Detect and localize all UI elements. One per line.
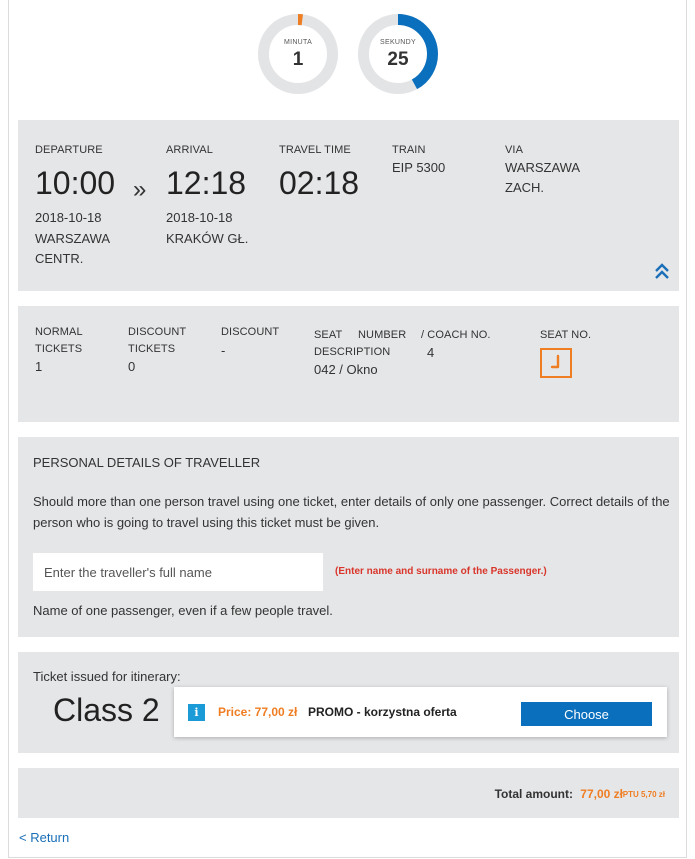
via-line1: WARSZAWA	[505, 160, 581, 175]
ticket-class: Class 2	[53, 692, 160, 728]
arrival-station: KRAKÓW GŁ.	[166, 231, 249, 246]
seconds-value: 25	[387, 49, 409, 70]
discount-tickets-value: 0	[128, 359, 136, 374]
offer-name: PROMO - korzystna oferta	[308, 705, 457, 719]
coach-label: / COACH NO.	[421, 329, 491, 341]
arrival-time: 12:18	[166, 165, 247, 201]
discount-tickets-label-1: DISCOUNT	[128, 326, 187, 338]
itinerary-label: Ticket issued for itinerary:	[33, 669, 181, 684]
coach-value: 4	[427, 345, 435, 360]
return-link[interactable]: < Return	[19, 830, 70, 845]
discount-tickets-label-2: TICKETS	[128, 343, 176, 355]
ptu-amount: PTU 5,70 zł	[622, 790, 665, 799]
train-label: TRAIN	[392, 144, 426, 156]
train-value: EIP 5300	[392, 160, 446, 175]
traveller-name-input[interactable]	[33, 553, 323, 591]
arrival-date: 2018-10-18	[166, 210, 233, 225]
seconds-label: SEKUNDY	[380, 39, 416, 46]
seat-description-value: 042 / Okno	[314, 362, 378, 377]
discount-value: -	[221, 343, 226, 358]
minutes-value: 1	[292, 49, 304, 70]
departure-date: 2018-10-18	[35, 210, 102, 225]
travel-time-value: 02:18	[279, 165, 360, 201]
personal-details-title: PERSONAL DETAILS OF TRAVELLER	[33, 455, 261, 470]
number-label: NUMBER	[358, 329, 407, 341]
traveller-name-hint: (Enter name and surname of the Passenger.)	[335, 566, 547, 577]
offer-price: Price: 77,00 zł	[218, 705, 298, 719]
travel-time-label: TRAVEL TIME	[279, 144, 351, 156]
normal-tickets-label-2: TICKETS	[35, 343, 83, 355]
offer-card	[174, 687, 667, 737]
seconds-timer	[357, 13, 439, 95]
minutes-timer	[257, 13, 339, 95]
via-line2: ZACH.	[505, 180, 544, 195]
normal-tickets-value: 1	[35, 359, 43, 374]
itinerary-panel	[18, 652, 679, 753]
personal-details-instructions: Should more than one person travel using one ticket, enter details of only one passenger. Correct details of the person who is going to travel using this ticket must be given.	[33, 494, 670, 530]
arrival-label: ARRIVAL	[166, 144, 213, 156]
double-chevron-up-icon[interactable]	[654, 263, 670, 279]
description-label: DESCRIPTION	[314, 346, 391, 358]
total-panel	[18, 768, 679, 818]
departure-time: 10:00	[35, 165, 116, 201]
departure-station-line2: CENTR.	[35, 251, 84, 266]
seat-icon[interactable]	[540, 348, 572, 378]
journey-arrow: »	[133, 176, 147, 203]
seat-no-label: SEAT NO.	[540, 329, 592, 341]
tickets-panel	[18, 306, 679, 422]
journey-panel	[18, 120, 679, 291]
info-icon: i	[188, 704, 205, 721]
via-label: VIA	[505, 144, 524, 156]
traveller-name-note: Name of one passenger, even if a few people travel.	[33, 603, 333, 618]
personal-details-panel	[18, 437, 679, 637]
seat-label: SEAT	[314, 329, 343, 341]
choose-button[interactable]: Choose	[521, 702, 652, 726]
departure-label: DEPARTURE	[35, 144, 103, 156]
minutes-label: MINUTA	[283, 39, 313, 46]
departure-station-line1: WARSZAWA	[35, 231, 111, 246]
normal-tickets-label-1: NORMAL	[35, 326, 83, 338]
total-amount-label: Total amount:	[494, 787, 573, 801]
discount-label: DISCOUNT	[221, 326, 280, 338]
total-amount-value: 77,00 zł	[580, 787, 623, 801]
